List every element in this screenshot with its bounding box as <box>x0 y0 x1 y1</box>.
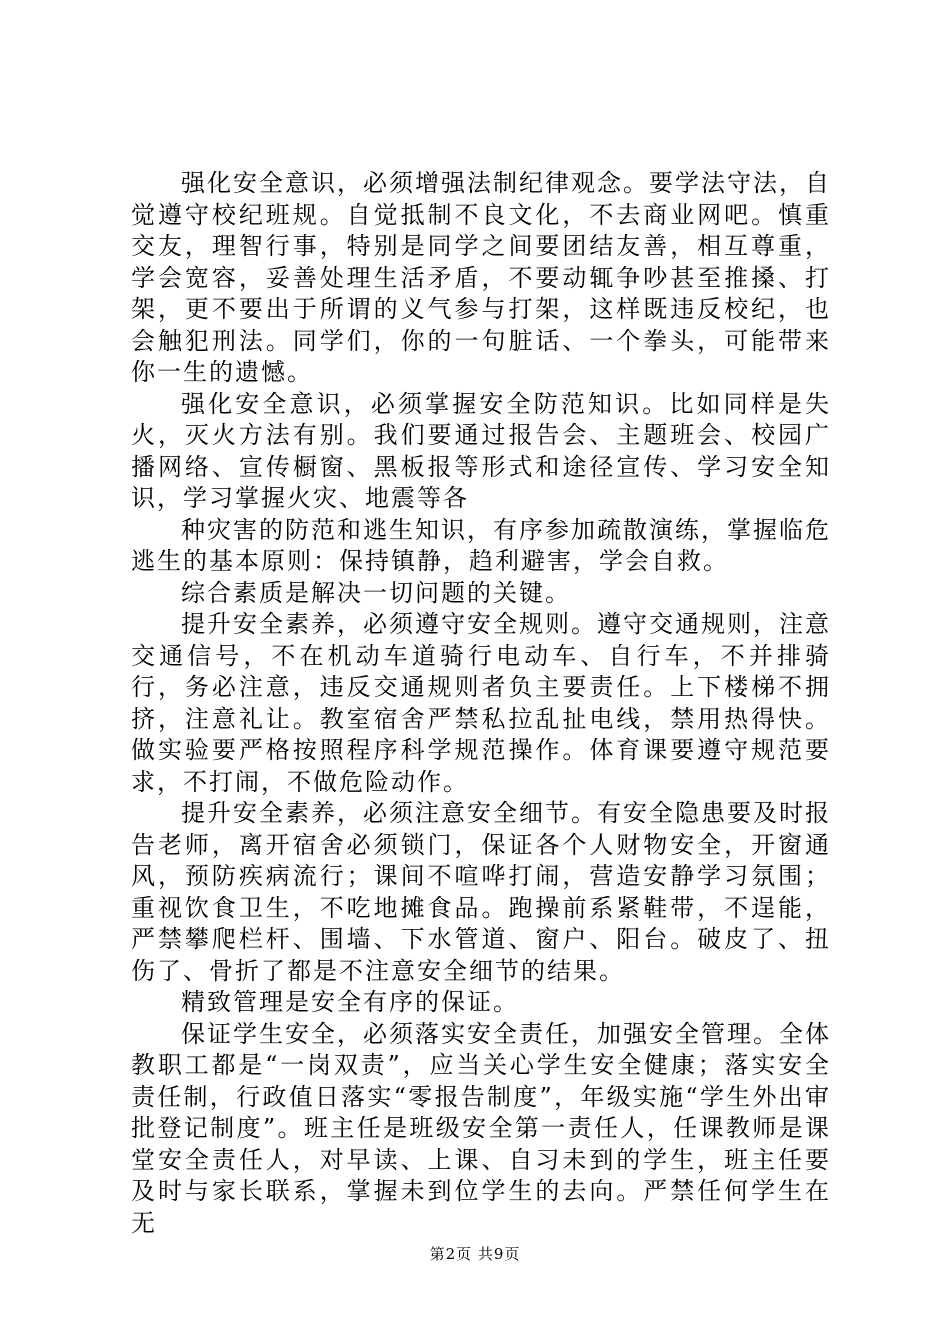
document-body <box>131 168 831 1239</box>
paragraph-4: 综合素质是解决一切问题的关键。 <box>181 578 571 607</box>
paragraph-1: 强化安全意识，必须增强法制纪律观念。要学法守法，自觉遵守校纪班规。自觉抵制不良文化，不去商业网吧。慎重交友，理智行事，特别是同学之间要团结友善，相互尊重，学会宽容，妥善处理生活矛盾，不要动辄争吵甚至推搡、打架，更不要出于所谓的义气参与打架，这样既违反校纪，也会触犯刑法。同学们，你的一句脏话、一个拳头，可能带来你一生的遗憾。 <box>131 169 831 386</box>
paragraph-8: 保证学生安全，必须落实安全责任，加强安全管理。全体教职工都是“一岗双责”，应当关心学生安全健康；落实安全责任制，行政值日落实“零报告制度”，年级实施“学生外出审批登记制度”。班主任是班级安全第一责任人，任课教师是课堂安全责任人，对早读、上课、自习未到的学生，班主任要及时与家长联系，掌握未到位学生的去向。严禁任何学生在无 <box>131 1019 831 1237</box>
paragraph-6: 提升安全素养，必须注意安全细节。有安全隐患要及时报告老师，离开宿舍必须锁门，保证各个人财物安全，开窗通风，预防疾病流行；课间不喧哗打闹，营造安静学习氛围；重视饮食卫生，不吃地摊食品。跑操前系紧鞋带，不逞能，严禁攀爬栏杆、围墙、下水管道、窗户、阳台。破皮了、扭伤了、骨折了都是不注意安全细节的结果。 <box>131 799 831 985</box>
paragraph-5: 提升安全素养，必须遵守安全规则。遵守交通规则，注意交通信号，不在机动车道骑行电动车、自行车，不并排骑行，务必注意，违反交通规则者负主要责任。上下楼梯不拥挤，注意礼让。教室宿舍严禁私拉乱扯电线，禁用热得快。做实验要严格按照程序科学规范操作。体育课要遵守规范要求，不打闹，不做危险动作。 <box>131 610 831 796</box>
page-number-footer: 第2页 共9页 <box>429 1245 521 1263</box>
paragraph-3: 种灾害的防范和逃生知识，有序参加疏散演练，掌握临危逃生的基本原则：保持镇静，趋利避害，学会自救。 <box>131 515 831 575</box>
paragraph-7: 精致管理是安全有序的保证。 <box>181 988 519 1016</box>
paragraph-2: 强化安全意识，必须掌握安全防范知识。比如同样是失火，灭火方法有别。我们要通过报告会、主题班会、校园广播网络、宣传橱窗、黑板报等形式和途径宣传、学习安全知识，学习掌握火灾、地震等各 <box>131 389 831 512</box>
